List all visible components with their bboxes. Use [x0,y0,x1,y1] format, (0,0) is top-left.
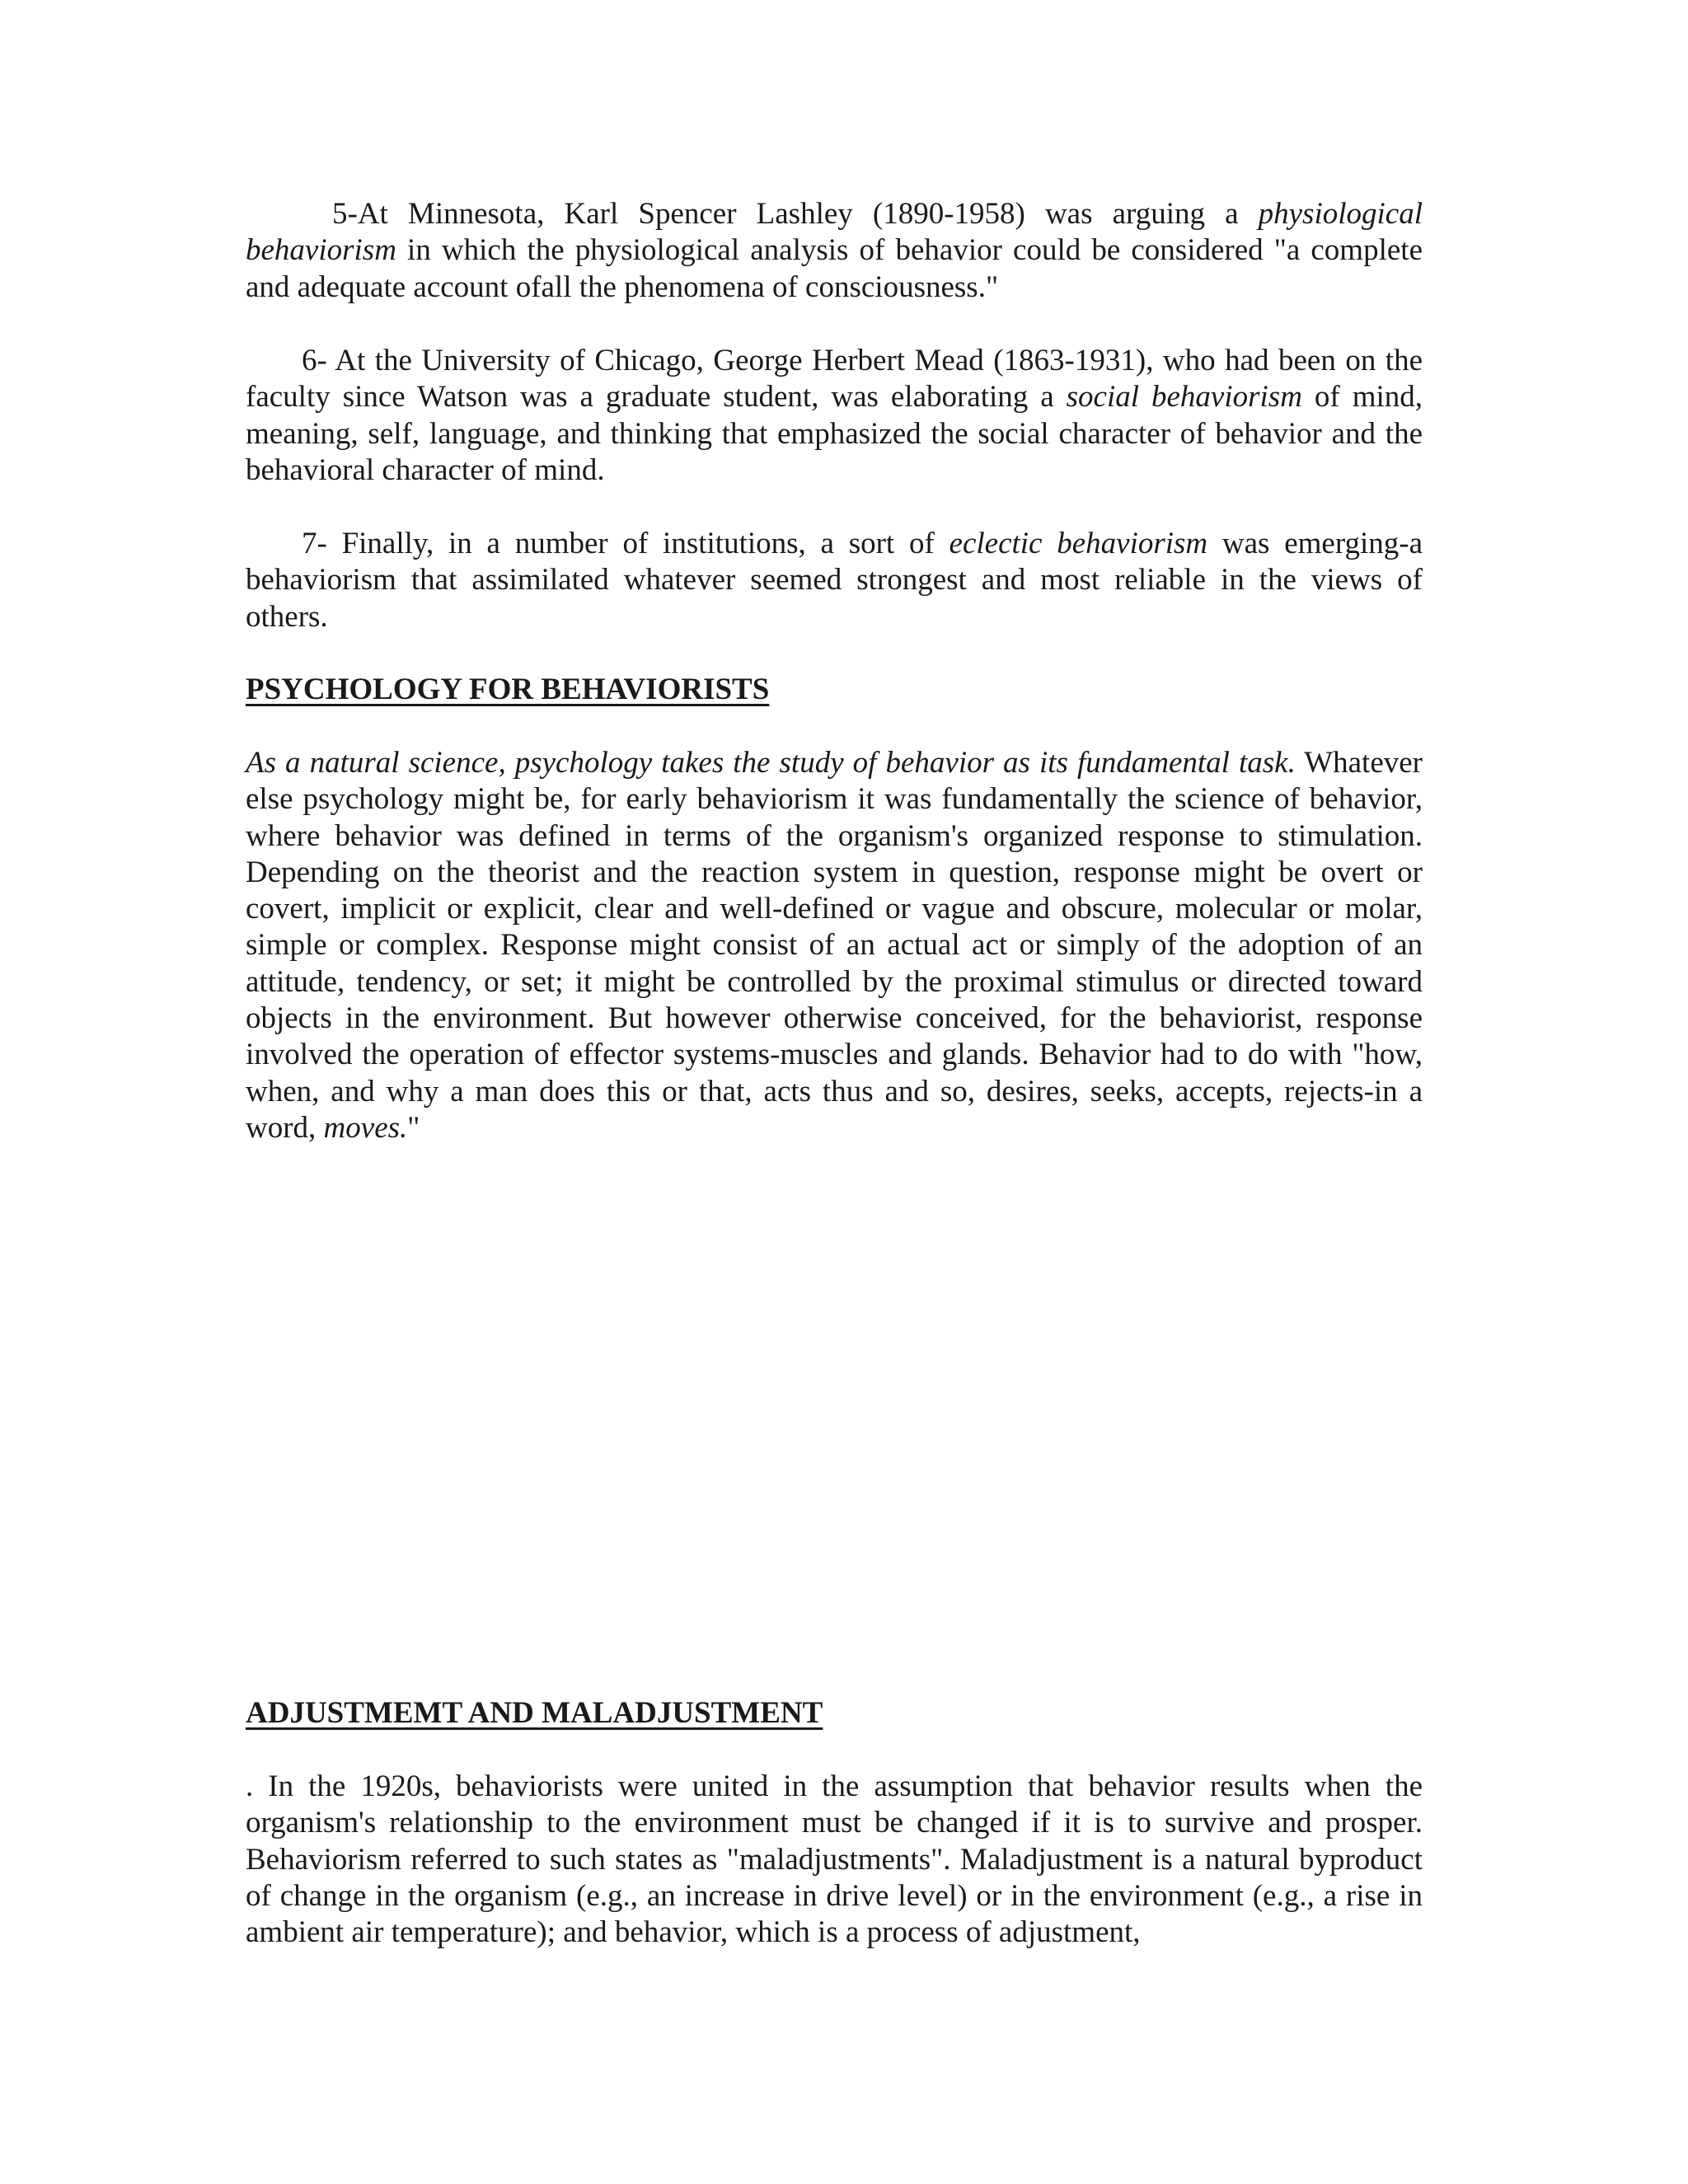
paragraph-eclectic [246,526,1423,635]
paragraph-psychology-body: Whatever else psychology might be, for early behaviorism it was fundamentally the science of behavior, where behavior was defined in terms of the organism's organized response to stimulation. Depending on the theorist and the reaction system in question, response might be overt or covert, implicit or explicit, clear and well-defined or vague and obscure, molecular or molar, simple or complex. Response might consist of an actual act or simply of the adoption of an attitude, tendency, or set; it might be controlled by the proximal stimulus or directed toward objects in the environment. But however otherwise conceived, for the behaviorist, response involved the operation of effector systems-muscles and glands. Behavior had to do with "how, when, and why a man does this or that, acts thus and so, desires, seeks, accepts, rejects-in a word, [246,746,1423,1145]
paragraph-mead-lead: 6- At the University of Chicago, George Herbert Mead (1863-1931), who had been on the faculty since Watson was a graduate student, was elaborating a [246,344,1423,415]
paragraph-mead-tail: of mind, meaning, self, language, and thinking that emphasized the social character of behavior and the behavioral character of mind. [246,380,1423,487]
paragraph-mead [246,343,1423,489]
paragraph-psychology [246,745,1423,1146]
paragraph-lashley-lead: 5-At Minnesota, Karl Spencer Lashley (1890-1958) was arguing a [332,197,1259,231]
paragraph-lashley [246,196,1423,306]
paragraph-lashley-emphasis: physiological behaviorism [246,197,1423,268]
paragraph-eclectic-emphasis: eclectic behaviorism [949,527,1208,560]
paragraph-eclectic-lead: 7- Finally, in a number of institutions, a sort of [302,527,950,560]
paragraph-eclectic-tail: was emerging-a behaviorism that assimilated whatever seemed strongest and most reliable in the views of others. [246,527,1423,634]
heading-psychology-for-behaviorists: PSYCHOLOGY FOR BEHAVIORISTS [246,673,770,706]
paragraph-psychology-emphasis-tail: moves. [323,1110,408,1145]
paragraph-psychology-emphasis-lead: As a natural science, psychology takes the study of behavior as its fundamental task. [246,746,1296,780]
paragraph-mead-emphasis: social behaviorism [1066,380,1302,415]
paragraph-adjustment: . In the 1920s, behaviorists were united in the assumption that behavior results when the organism's relationship to the environment must be changed if it is to survive and prosper. Behaviorism referred to such states as "maladjustments". Maladjustment is a natural byproduct of change in the organism (e.g., an increase in drive level) or in the environment (e.g., a rise in ambient air temperature); and behavior, which is a process of adjustment, [246,1769,1423,1950]
heading-adjustment-and-maladjustment: ADJUSTMEMT AND MALADJUSTMENT [246,1696,823,1730]
paragraph-psychology-close: " [407,1110,420,1145]
paragraph-lashley-tail: in which the physiological analysis of behavior could be considered "a complete and adequate account ofall the phenomena of consciousness." [246,233,1423,304]
